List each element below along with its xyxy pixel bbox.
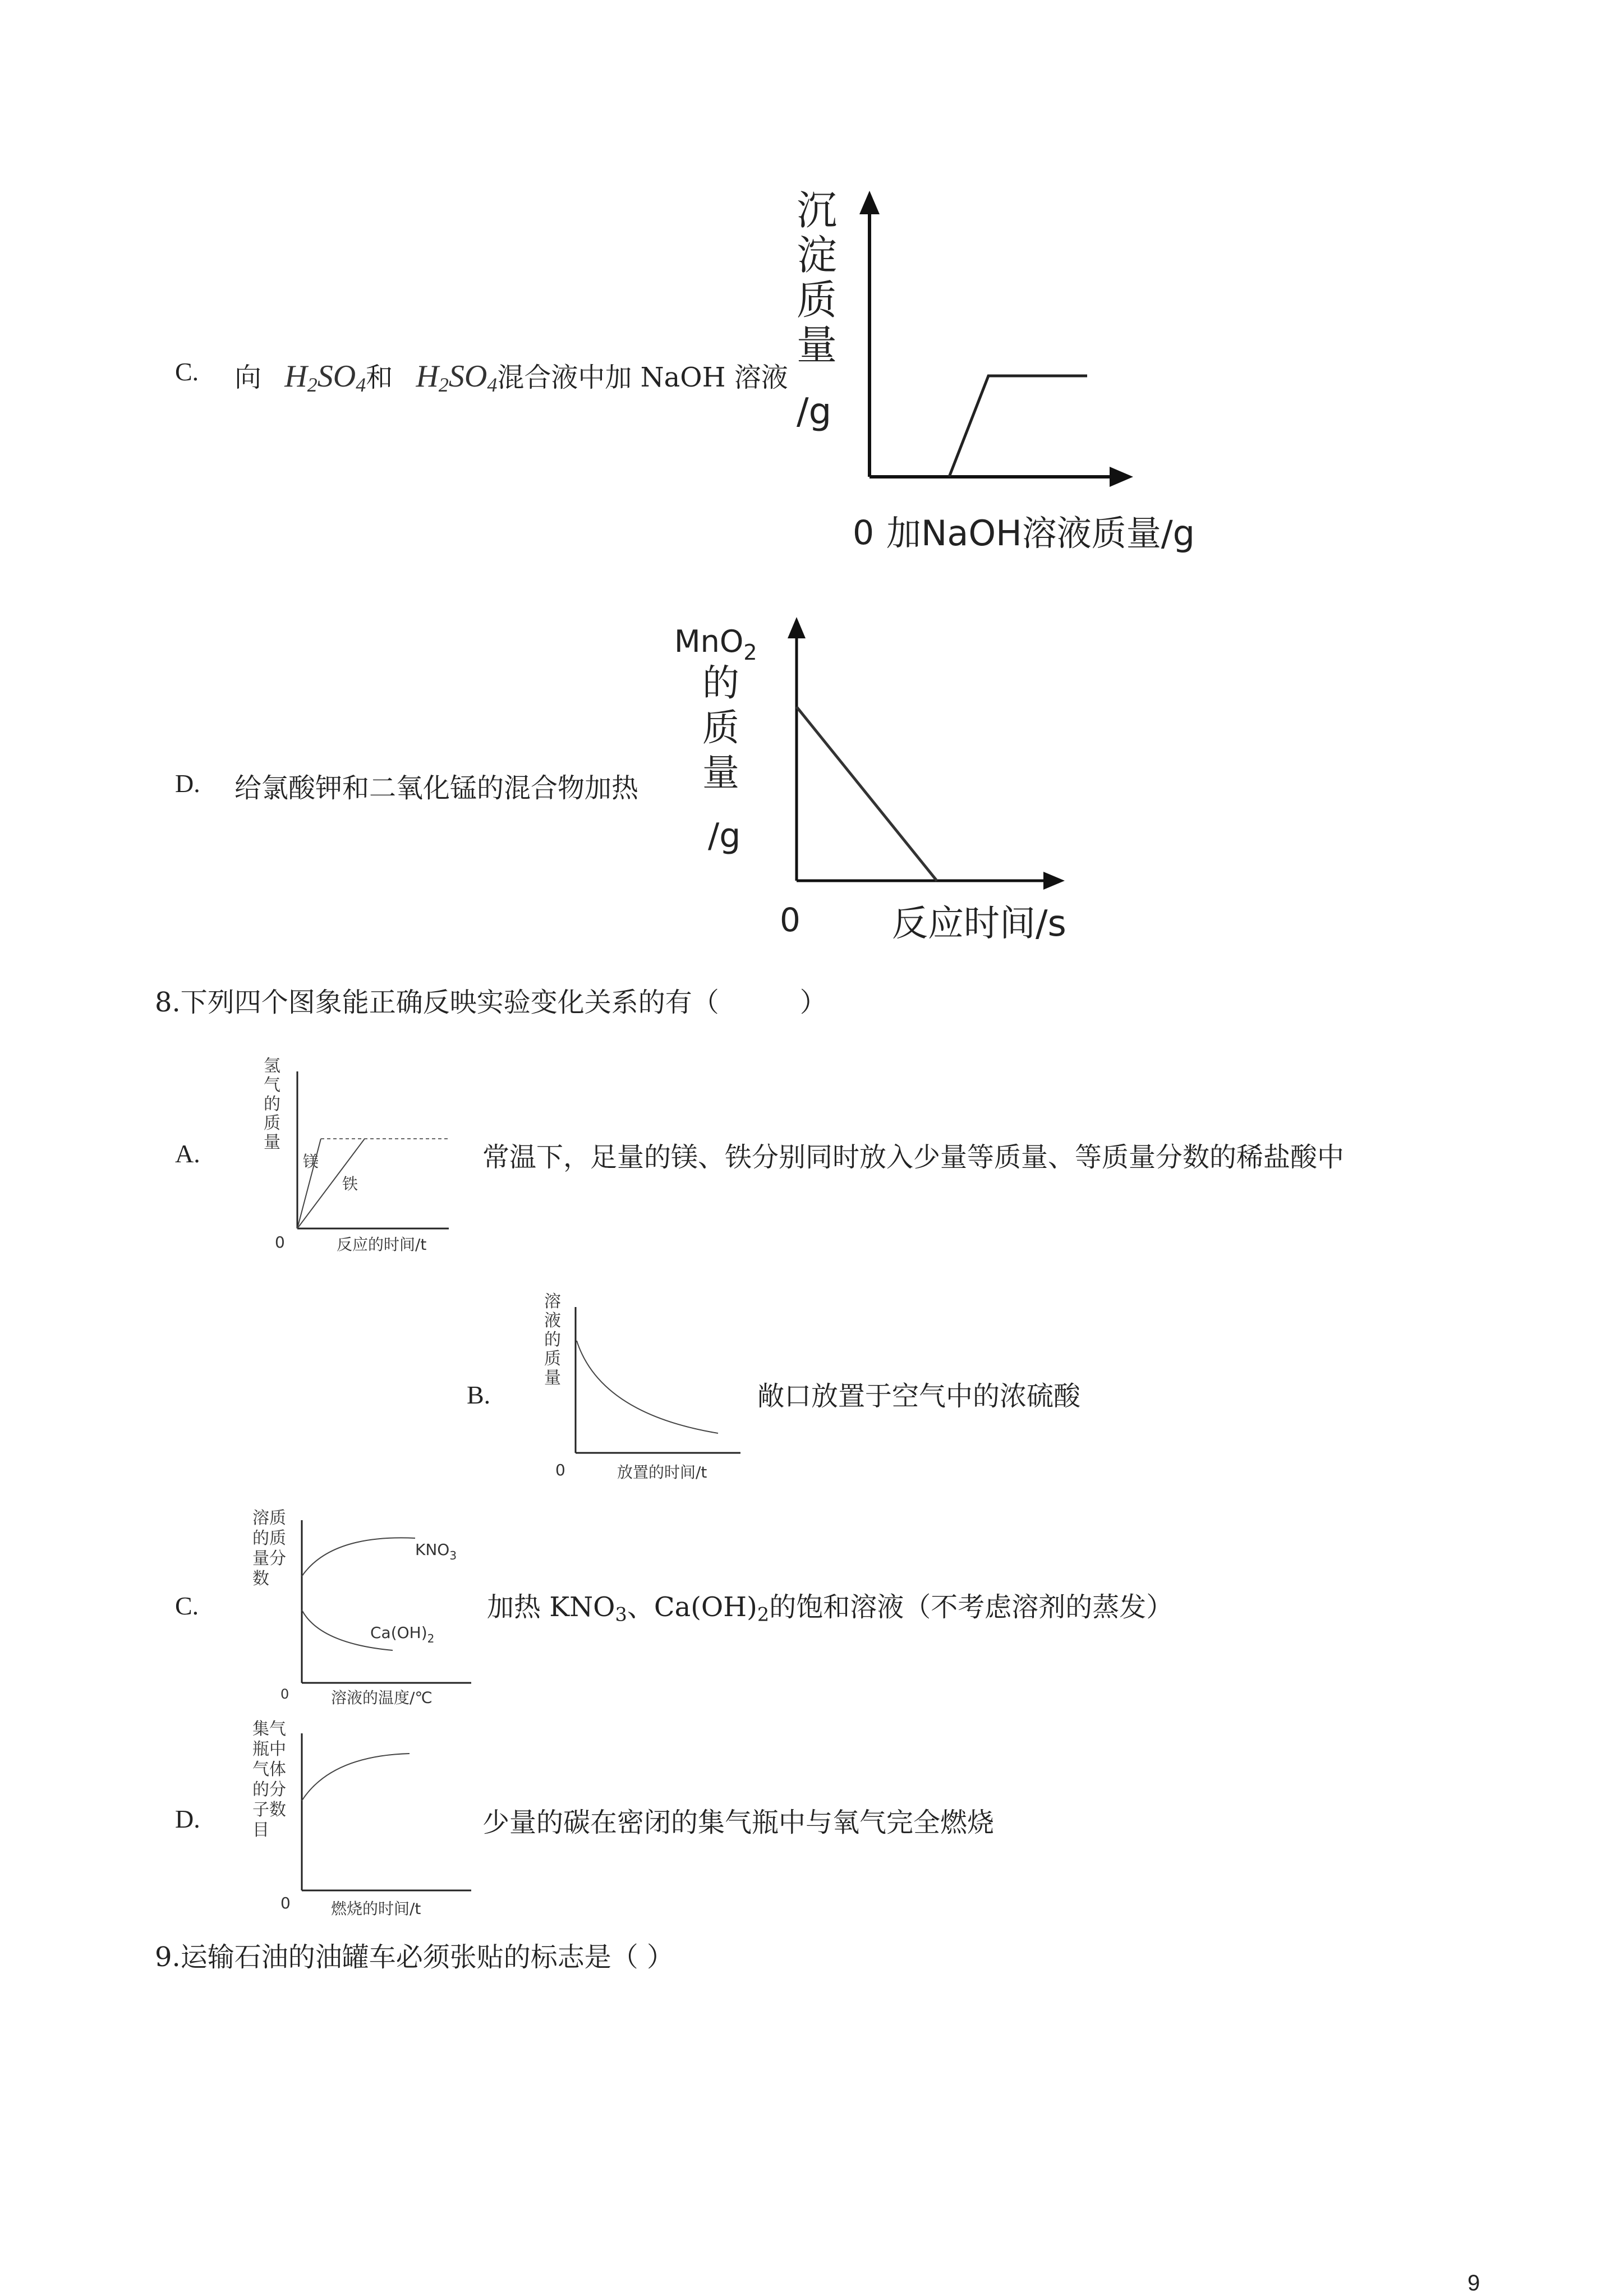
formula-h2so4-2: $H_2SO_4$	[416, 359, 498, 396]
figure-8a-origin: 0	[275, 1233, 285, 1251]
figure-8a-ylabel-2: 气	[264, 1075, 280, 1095]
question-9-stem: 9.运输石油的油罐车必须张贴的标志是（ ）	[155, 1941, 674, 1973]
figure-solution-mass	[533, 1285, 757, 1498]
figure-8a-label-fe: 铁	[342, 1175, 358, 1193]
figure-c-y-arrow	[859, 191, 880, 214]
figure-8a-ylabel-1: 氢	[264, 1056, 280, 1076]
figure-d-ylabel-2: 质	[702, 706, 739, 749]
figure-c-ylabel-1: 沉	[797, 187, 838, 234]
figure-c-ylabel-3: 质	[797, 277, 838, 324]
option-c-and: 和	[366, 362, 393, 393]
figure-8b-ylabel-4: 质	[544, 1349, 561, 1369]
question-8-stem: 8.下列四个图象能正确反映实验变化关系的有（ ）	[155, 987, 827, 1018]
option-c-suffix: 混合液中加 NaOH 溶液	[497, 362, 788, 393]
figure-8c-label-kno3: $KNO_3$	[415, 1540, 457, 1562]
figure-c-x-arrow	[1110, 467, 1133, 487]
q8-option-c-letter: C.	[175, 1591, 199, 1620]
figure-8d-origin: 0	[280, 1894, 291, 1912]
figure-molecule-count	[247, 1717, 494, 1930]
q8-option-d-text: 少量的碳在密闭的集气瓶中与氧气完全燃烧	[482, 1807, 995, 1838]
figure-8b-ylabel-2: 液	[544, 1311, 561, 1331]
figure-8d-curve	[302, 1754, 410, 1801]
figure-c-xlabel: 加NaOH溶液质量/g	[886, 513, 1195, 554]
figure-d-origin: 0	[780, 901, 801, 939]
figure-8d-ylabel-3: 气体	[252, 1760, 286, 1779]
figure-c-curve	[949, 376, 1087, 477]
q8-option-a-letter: A.	[175, 1139, 200, 1168]
figure-c-ylabel-4: 量	[797, 321, 838, 369]
figure-8b-origin: 0	[555, 1461, 565, 1479]
figure-precipitate-mass	[774, 174, 1234, 567]
figure-mno2-mass	[668, 611, 1116, 959]
figure-d-y-arrow	[788, 617, 806, 638]
option-c-letter: C.	[175, 357, 199, 386]
figure-8c-origin: 0	[280, 1686, 289, 1702]
q8-option-a-text: 常温下，足量的镁、铁分别同时放入少量等质量、等质量分数的稀盐酸中	[482, 1142, 1345, 1173]
q8-option-b-text: 敞口放置于空气中的浓硫酸	[757, 1381, 1081, 1412]
figure-8a-ylabel-4: 质	[264, 1114, 280, 1133]
q8-option-b-letter: B.	[467, 1381, 491, 1409]
figure-8a-ylabel-3: 的	[264, 1094, 280, 1114]
figure-d-ylabel-mno2: MnO$_2$	[674, 624, 757, 665]
figure-8a-xlabel: 反应的时间/t	[337, 1235, 427, 1254]
figure-d-xlabel: 反应时间/s	[892, 903, 1066, 945]
figure-8c-curve-kno3	[302, 1538, 415, 1576]
figure-d-ylabel-1: 的	[702, 661, 739, 705]
figure-d-x-arrow	[1043, 872, 1065, 890]
figure-8c-label-caoh2: $Ca(OH)_2$	[370, 1623, 435, 1645]
formula-h2so4-1: $H_2SO_4$	[284, 359, 366, 396]
figure-8c-ylabel-1: 溶质	[252, 1508, 286, 1528]
figure-c-origin: 0	[853, 513, 875, 553]
figure-8d-ylabel-1: 集气	[252, 1719, 286, 1739]
figure-d-curve	[797, 707, 937, 881]
figure-8d-ylabel-2: 瓶中	[252, 1740, 286, 1759]
figure-8c-ylabel-4: 数	[252, 1569, 269, 1589]
q8-option-c-text: 加热 $KNO_3$、$Ca(OH)_2$的饱和溶液（不考虑溶剂的蒸发）	[487, 1591, 1174, 1626]
figure-8c-ylabel-2: 的质	[252, 1529, 286, 1548]
figure-8a-label-mg: 镁	[303, 1152, 319, 1171]
figure-hydrogen-mass	[258, 1055, 471, 1262]
figure-8d-ylabel-5: 子数	[252, 1800, 286, 1820]
figure-8a-ylabel-5: 量	[264, 1133, 280, 1152]
q8-option-d-letter: D.	[175, 1805, 200, 1833]
figure-8b-xlabel: 放置的时间/t	[617, 1463, 707, 1481]
figure-8c-xlabel: 溶液的温度/℃	[331, 1688, 433, 1705]
figure-8b-ylabel-3: 的	[544, 1330, 561, 1350]
figure-d-ylabel-4: /g	[708, 816, 741, 855]
figure-8b-ylabel-5: 量	[544, 1368, 561, 1388]
figure-8b-ylabel-1: 溶	[544, 1292, 561, 1312]
figure-8c-ylabel-3: 量分	[252, 1549, 286, 1568]
figure-c-ylabel-2: 淀	[797, 232, 838, 279]
figure-c-ylabel-5: /g	[797, 391, 832, 432]
figure-d-ylabel-3: 量	[702, 751, 739, 794]
option-d-text: 给氯酸钾和二氧化锰的混合物加热	[234, 772, 639, 804]
figure-8b-curve	[577, 1341, 718, 1433]
figure-mass-fraction	[247, 1503, 494, 1705]
option-d-letter: D.	[175, 769, 200, 798]
option-c-prefix: 向	[234, 362, 262, 393]
figure-8d-ylabel-4: 的分	[252, 1780, 286, 1800]
figure-8d-ylabel-6: 目	[252, 1820, 269, 1840]
figure-8d-xlabel: 燃烧的时间/t	[331, 1899, 421, 1918]
option-c-text	[234, 356, 788, 397]
page-number: 9	[1467, 2271, 1480, 2295]
